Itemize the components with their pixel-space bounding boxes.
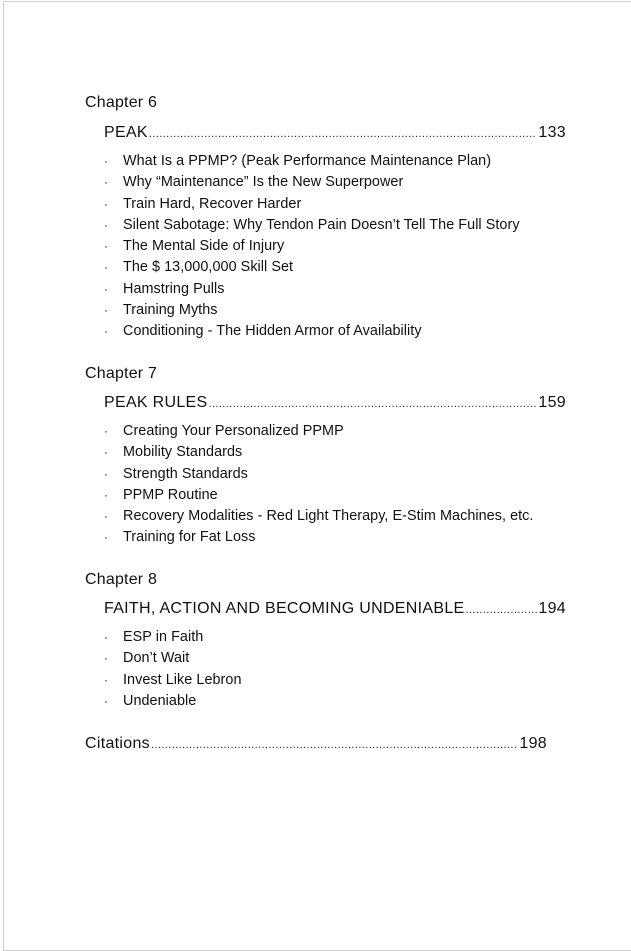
bullet-icon: · bbox=[104, 424, 109, 438]
toc-page-number: 159 bbox=[538, 394, 566, 411]
dot-leader bbox=[151, 735, 518, 755]
toc-page-number: 198 bbox=[519, 735, 547, 752]
list-item: · Undeniable bbox=[85, 691, 242, 712]
toc-entry-title: PEAK bbox=[104, 124, 148, 141]
bullet-icon: · bbox=[104, 530, 109, 545]
bullet-icon: · bbox=[104, 324, 109, 339]
toc-entry-title: PEAK RULES bbox=[104, 394, 208, 411]
list-item: · Conditioning - The Hidden Armor of Availability bbox=[85, 321, 520, 342]
bullet-icon: · bbox=[104, 260, 109, 275]
bullet-icon: · bbox=[104, 239, 109, 254]
bullet-icon: · bbox=[104, 693, 109, 708]
chapter-8-label: Chapter 8 bbox=[85, 571, 158, 588]
toc-entry-title: Citations bbox=[85, 735, 150, 752]
toc-entry-citations[interactable] bbox=[85, 734, 547, 755]
bullet-icon: · bbox=[104, 672, 109, 687]
bullet-icon: · bbox=[104, 651, 109, 666]
list-item: · Strength Standards bbox=[85, 464, 533, 485]
dot-leader bbox=[149, 124, 538, 144]
bullet-icon: · bbox=[104, 445, 109, 460]
bullet-icon: · bbox=[104, 154, 109, 168]
chapter-6-sections bbox=[85, 151, 520, 343]
list-item: · What Is a PPMP? (Peak Performance Maintenance Plan) bbox=[85, 151, 520, 172]
list-item: · The $ 13,000,000 Skill Set bbox=[85, 257, 520, 278]
list-item: · Creating Your Personalized PPMP bbox=[85, 421, 533, 442]
bullet-icon: · bbox=[104, 175, 109, 190]
bullet-icon: · bbox=[104, 487, 109, 502]
chapter-7-sections bbox=[85, 421, 533, 549]
dot-leader bbox=[208, 394, 537, 414]
chapter-7-label: Chapter 7 bbox=[85, 365, 158, 382]
chapter-8-sections bbox=[85, 627, 242, 712]
toc-page-number: 133 bbox=[538, 124, 566, 141]
bullet-icon: · bbox=[104, 196, 109, 211]
toc-entry-peak[interactable] bbox=[85, 123, 566, 144]
toc-entry-faith-action[interactable] bbox=[85, 599, 566, 620]
list-item: · Why “Maintenance” Is the New Superpower bbox=[85, 172, 520, 193]
list-item: · Training Myths bbox=[85, 300, 520, 321]
bullet-icon: · bbox=[104, 281, 109, 296]
chapter-6-label: Chapter 6 bbox=[85, 94, 158, 111]
list-item: · Recovery Modalities - Red Light Therapy, E-Stim Machines, etc. bbox=[85, 506, 533, 527]
toc-entry-peak-rules[interactable] bbox=[85, 393, 566, 414]
list-item: · ESP in Faith bbox=[85, 627, 242, 648]
bullet-icon: · bbox=[104, 630, 109, 644]
list-item: · Invest Like Lebron bbox=[85, 670, 242, 691]
list-item: · Silent Sabotage: Why Tendon Pain Doesn’t Tell The Full Story bbox=[85, 215, 520, 236]
list-item: · Mobility Standards bbox=[85, 442, 533, 463]
bullet-icon: · bbox=[104, 217, 109, 232]
toc-entry-title: FAITH, ACTION AND BECOMING UNDENIABLE bbox=[104, 600, 465, 617]
document-page bbox=[3, 1, 631, 951]
list-item: · Train Hard, Recover Harder bbox=[85, 194, 520, 215]
dot-leader bbox=[466, 600, 538, 620]
list-item: · The Mental Side of Injury bbox=[85, 236, 520, 257]
list-item: · Hamstring Pulls bbox=[85, 279, 520, 300]
list-item: · Training for Fat Loss bbox=[85, 527, 533, 548]
bullet-icon: · bbox=[104, 466, 109, 481]
bullet-icon: · bbox=[104, 303, 109, 318]
list-item: · PPMP Routine bbox=[85, 485, 533, 506]
toc-page-number: 194 bbox=[538, 600, 566, 617]
bullet-icon: · bbox=[104, 509, 109, 524]
list-item: · Don’t Wait bbox=[85, 648, 242, 669]
